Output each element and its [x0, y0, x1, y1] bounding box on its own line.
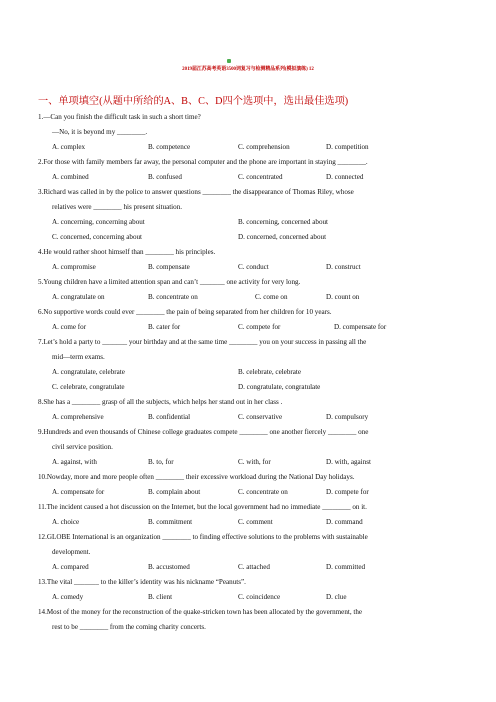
question-14-line-2: rest to be ________ from the coming charity concerts.: [52, 623, 206, 631]
section-heading: 一、单项填空(从题中所给的A、B、C、D四个选项中，选出最佳选项): [38, 96, 349, 107]
question-3-line-1: 3.Richard was called in by the police to answer questions ________ the disappearance of Thomas Riley, whose: [38, 188, 354, 196]
question-6-option-a: A. come for: [52, 323, 87, 331]
question-11-line-1: 11.The incident caused a hot discussion on the Internet, but the local government had no immediate ________ on it.: [38, 503, 367, 511]
question-8-option-a: A. comprehensive: [52, 413, 104, 421]
question-6-option-b: B. cater for: [148, 323, 181, 331]
question-3-option-c: C. concerned, concerning about: [52, 233, 143, 241]
question-8-option-d: D. compulsory: [326, 413, 369, 421]
question-10-option-c: C. concentrate on: [238, 488, 288, 496]
question-11-option-b: B. commitment: [148, 518, 193, 526]
question-13-option-d: D. clue: [326, 593, 347, 601]
question-10-option-a: A. compensate for: [52, 488, 105, 496]
question-4-line-1: 4.He would rather shoot himself than ________ his principles.: [38, 248, 216, 256]
question-12-option-d: D. committed: [326, 563, 366, 571]
question-4-option-b: B. compensate: [148, 263, 190, 271]
question-3-option-d: D. concerned, concerned about: [238, 233, 327, 241]
question-2-option-d: D. connected: [326, 173, 364, 181]
question-7-line-2: mid—term exams.: [52, 353, 105, 361]
question-1-line-1: 1.—Can you finish the difficult task in such a short time?: [38, 113, 201, 121]
question-1-option-b: B. competence: [148, 143, 191, 151]
question-9-line-1: 9.Hundreds and even thousands of Chinese college graduates compete ________ one another fiercely ________ one: [38, 428, 369, 436]
question-12-option-b: B. accustomed: [148, 563, 190, 571]
question-5-line-1: 5.Young children have a limited attention span and can’t _______ one activity for very long.: [38, 278, 301, 286]
question-4-option-d: D. construct: [326, 263, 361, 271]
question-6-option-c: C. compete for: [238, 323, 281, 331]
question-5-option-a: A. congratulate on: [52, 293, 105, 301]
question-10-option-b: B. complain about: [148, 488, 201, 496]
question-11-option-d: D. command: [326, 518, 363, 526]
question-13-option-b: B. client: [148, 593, 173, 601]
question-3-option-b: B. concerning, concerned about: [238, 218, 329, 226]
question-7-option-d: D. congratulate, congratulate: [238, 383, 321, 391]
question-3-option-a: A. concerning, concerning about: [52, 218, 145, 226]
question-12-option-c: C. attached: [238, 563, 270, 571]
question-8-option-c: C. conservative: [238, 413, 283, 421]
question-8-line-1: 8.She has a ________ grasp of all the subjects, which helps her stand out in her class .: [38, 398, 283, 406]
question-11-option-c: C. comment: [238, 518, 273, 526]
question-12-option-a: A. compared: [52, 563, 89, 571]
question-5-option-d: D. count on: [326, 293, 360, 301]
question-5-option-b: B. concentrate on: [148, 293, 198, 301]
question-7-option-c: C. celebrate, congratulate: [52, 383, 125, 391]
question-2-option-c: C. concentrated: [238, 173, 283, 181]
question-7-option-b: B. celebrate, celebrate: [238, 368, 302, 376]
question-1-option-a: A. complex: [52, 143, 86, 151]
question-5-option-c: C. come on: [255, 293, 288, 301]
question-12-line-2: development.: [52, 548, 91, 556]
question-2-option-b: B. confused: [148, 173, 182, 181]
question-7-line-1: 7.Let’s hold a party to _______ your birthday and at the same time ________ you on your success in passing all the: [38, 338, 367, 346]
question-2-line-1: 2.For those with family members far away, the personal computer and the phone are important in staying ________.: [38, 158, 368, 166]
question-10-option-d: D. compete for: [326, 488, 369, 496]
question-9-option-b: B. to, for: [148, 458, 174, 466]
document-title: 2019届江苏高考英语3500词复习与检测精品系列(模拟演练) 12: [182, 67, 314, 72]
question-4-option-a: A. compromise: [52, 263, 96, 271]
question-12-line-1: 12.GLOBE International is an organization ________ to finding effective solutions to the problems with sustainable: [38, 533, 368, 541]
question-9-option-c: C. with, for: [238, 458, 271, 466]
question-10-line-1: 10.Nowday, more and more people often ________ their excessive workload during the National Day holidays.: [38, 473, 355, 481]
question-13-line-1: 13.The vital _______ to the killer’s identity was his nickname “Peanuts”.: [38, 578, 246, 586]
question-1-option-d: D. competition: [326, 143, 369, 151]
question-8-option-b: B. confidential: [148, 413, 191, 421]
question-13-option-c: C. coincidence: [238, 593, 281, 601]
question-11-option-a: A. choice: [52, 518, 80, 526]
question-1-line-2: —No, it is beyond my ________.: [52, 128, 148, 136]
question-9-option-a: A. against, with: [52, 458, 97, 466]
question-6-line-1: 6.No supportive words could ever ________ the pain of being separated from her children for 10 years.: [38, 308, 332, 316]
question-13-option-a: A. comedy: [52, 593, 84, 601]
question-3-line-2: relatives were ________ his present situation.: [52, 203, 183, 211]
question-9-line-2: civil service position.: [52, 443, 113, 451]
question-7-option-a: A. congratulate, celebrate: [52, 368, 125, 376]
question-1-option-c: C. comprehension: [238, 143, 290, 151]
question-4-option-c: C. conduct: [238, 263, 269, 271]
green-mark-icon: [227, 59, 231, 63]
question-9-option-d: D. with, against: [326, 458, 371, 466]
question-6-option-d: D. compensate for: [334, 323, 387, 331]
question-2-option-a: A. combined: [52, 173, 89, 181]
question-14-line-1: 14.Most of the money for the reconstruction of the quake-stricken town has been allocated by the government, the: [38, 608, 363, 616]
